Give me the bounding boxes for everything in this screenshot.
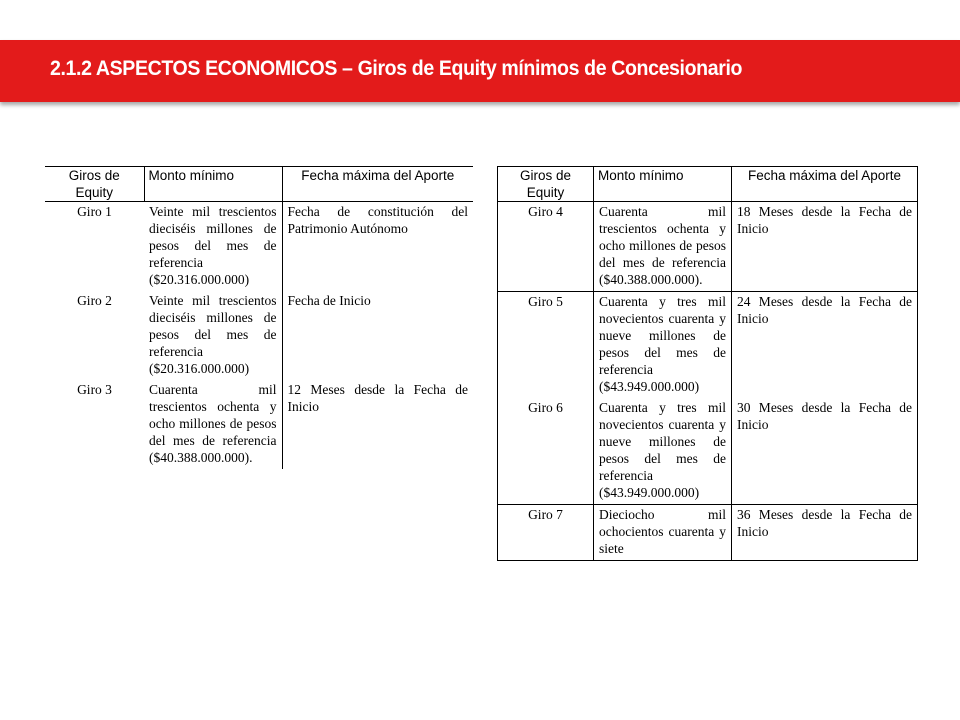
giro-label: Giro 2 [77,293,112,308]
header-giros: Giros de Equity [498,167,594,202]
giro-label: Giro 6 [498,398,594,505]
header-giros: Giros de Equity [45,167,144,202]
table-row [498,398,918,505]
monto-cell: Dieciocho mil ochocientos cuarenta y siete [594,505,732,561]
table-row [498,292,918,399]
header-monto: Monto mínimo [144,167,282,202]
monto-cell: Cuarenta mil trescientos ochenta y ocho millones de pesos del mes de referencia ($40.388.000.000). [594,202,732,292]
fecha-cell: 36 Meses desde la Fecha de Inicio [732,505,918,561]
fecha-cell: 30 Meses desde la Fecha de Inicio [732,398,918,505]
fecha-cell: Fecha de constitución del Patrimonio Autónomo [287,204,468,236]
header-fecha: Fecha máxima del Aporte [732,167,918,202]
table-row [45,291,473,380]
giros-table-left [45,166,473,469]
monto-cell: Veinte mil trescientos dieciséis millones de pesos del mes de referencia ($20.316.000.000) [144,202,282,292]
giro-label: Giro 5 [498,292,594,399]
giros-table-right [497,166,918,561]
giro-label: Giro 7 [498,505,594,561]
giro-label: Giro 3 [77,382,112,397]
fecha-cell: 24 Meses desde la Fecha de Inicio [732,292,918,399]
monto-cell: Veinte mil trescientos dieciséis millones de pesos del mes de referencia ($20.316.000.000) [144,291,282,380]
table-header-row [45,167,473,202]
monto-cell: Cuarenta y tres mil novecientos cuarenta y nueve millones de pesos del mes de referencia ($43.949.000.000) [594,398,732,505]
table-row [498,505,918,561]
header-fecha: Fecha máxima del Aporte [282,167,473,202]
giro-label: Giro 4 [498,202,594,292]
fecha-cell: 18 Meses desde la Fecha de Inicio [732,202,918,292]
fecha-cell: Fecha de Inicio [287,293,371,308]
header-banner [0,40,960,102]
fecha-cell: 12 Meses desde la Fecha de Inicio [287,382,468,414]
page-title: 2.1.2 ASPECTOS ECONOMICOS – Giros de Equity mínimos de Concesionario [50,57,743,80]
monto-cell: Cuarenta mil trescientos ochenta y ocho millones de pesos del mes de referencia ($40.388.000.000). [144,380,282,469]
giro-label: Giro 1 [77,204,112,219]
table-row [45,380,473,469]
monto-cell: Cuarenta y tres mil novecientos cuarenta y nueve millones de pesos del mes de referencia ($43.949.000.000) [594,292,732,399]
header-monto: Monto mínimo [594,167,732,202]
table-row [45,202,473,292]
table-header-row [498,167,918,202]
table-row [498,202,918,292]
